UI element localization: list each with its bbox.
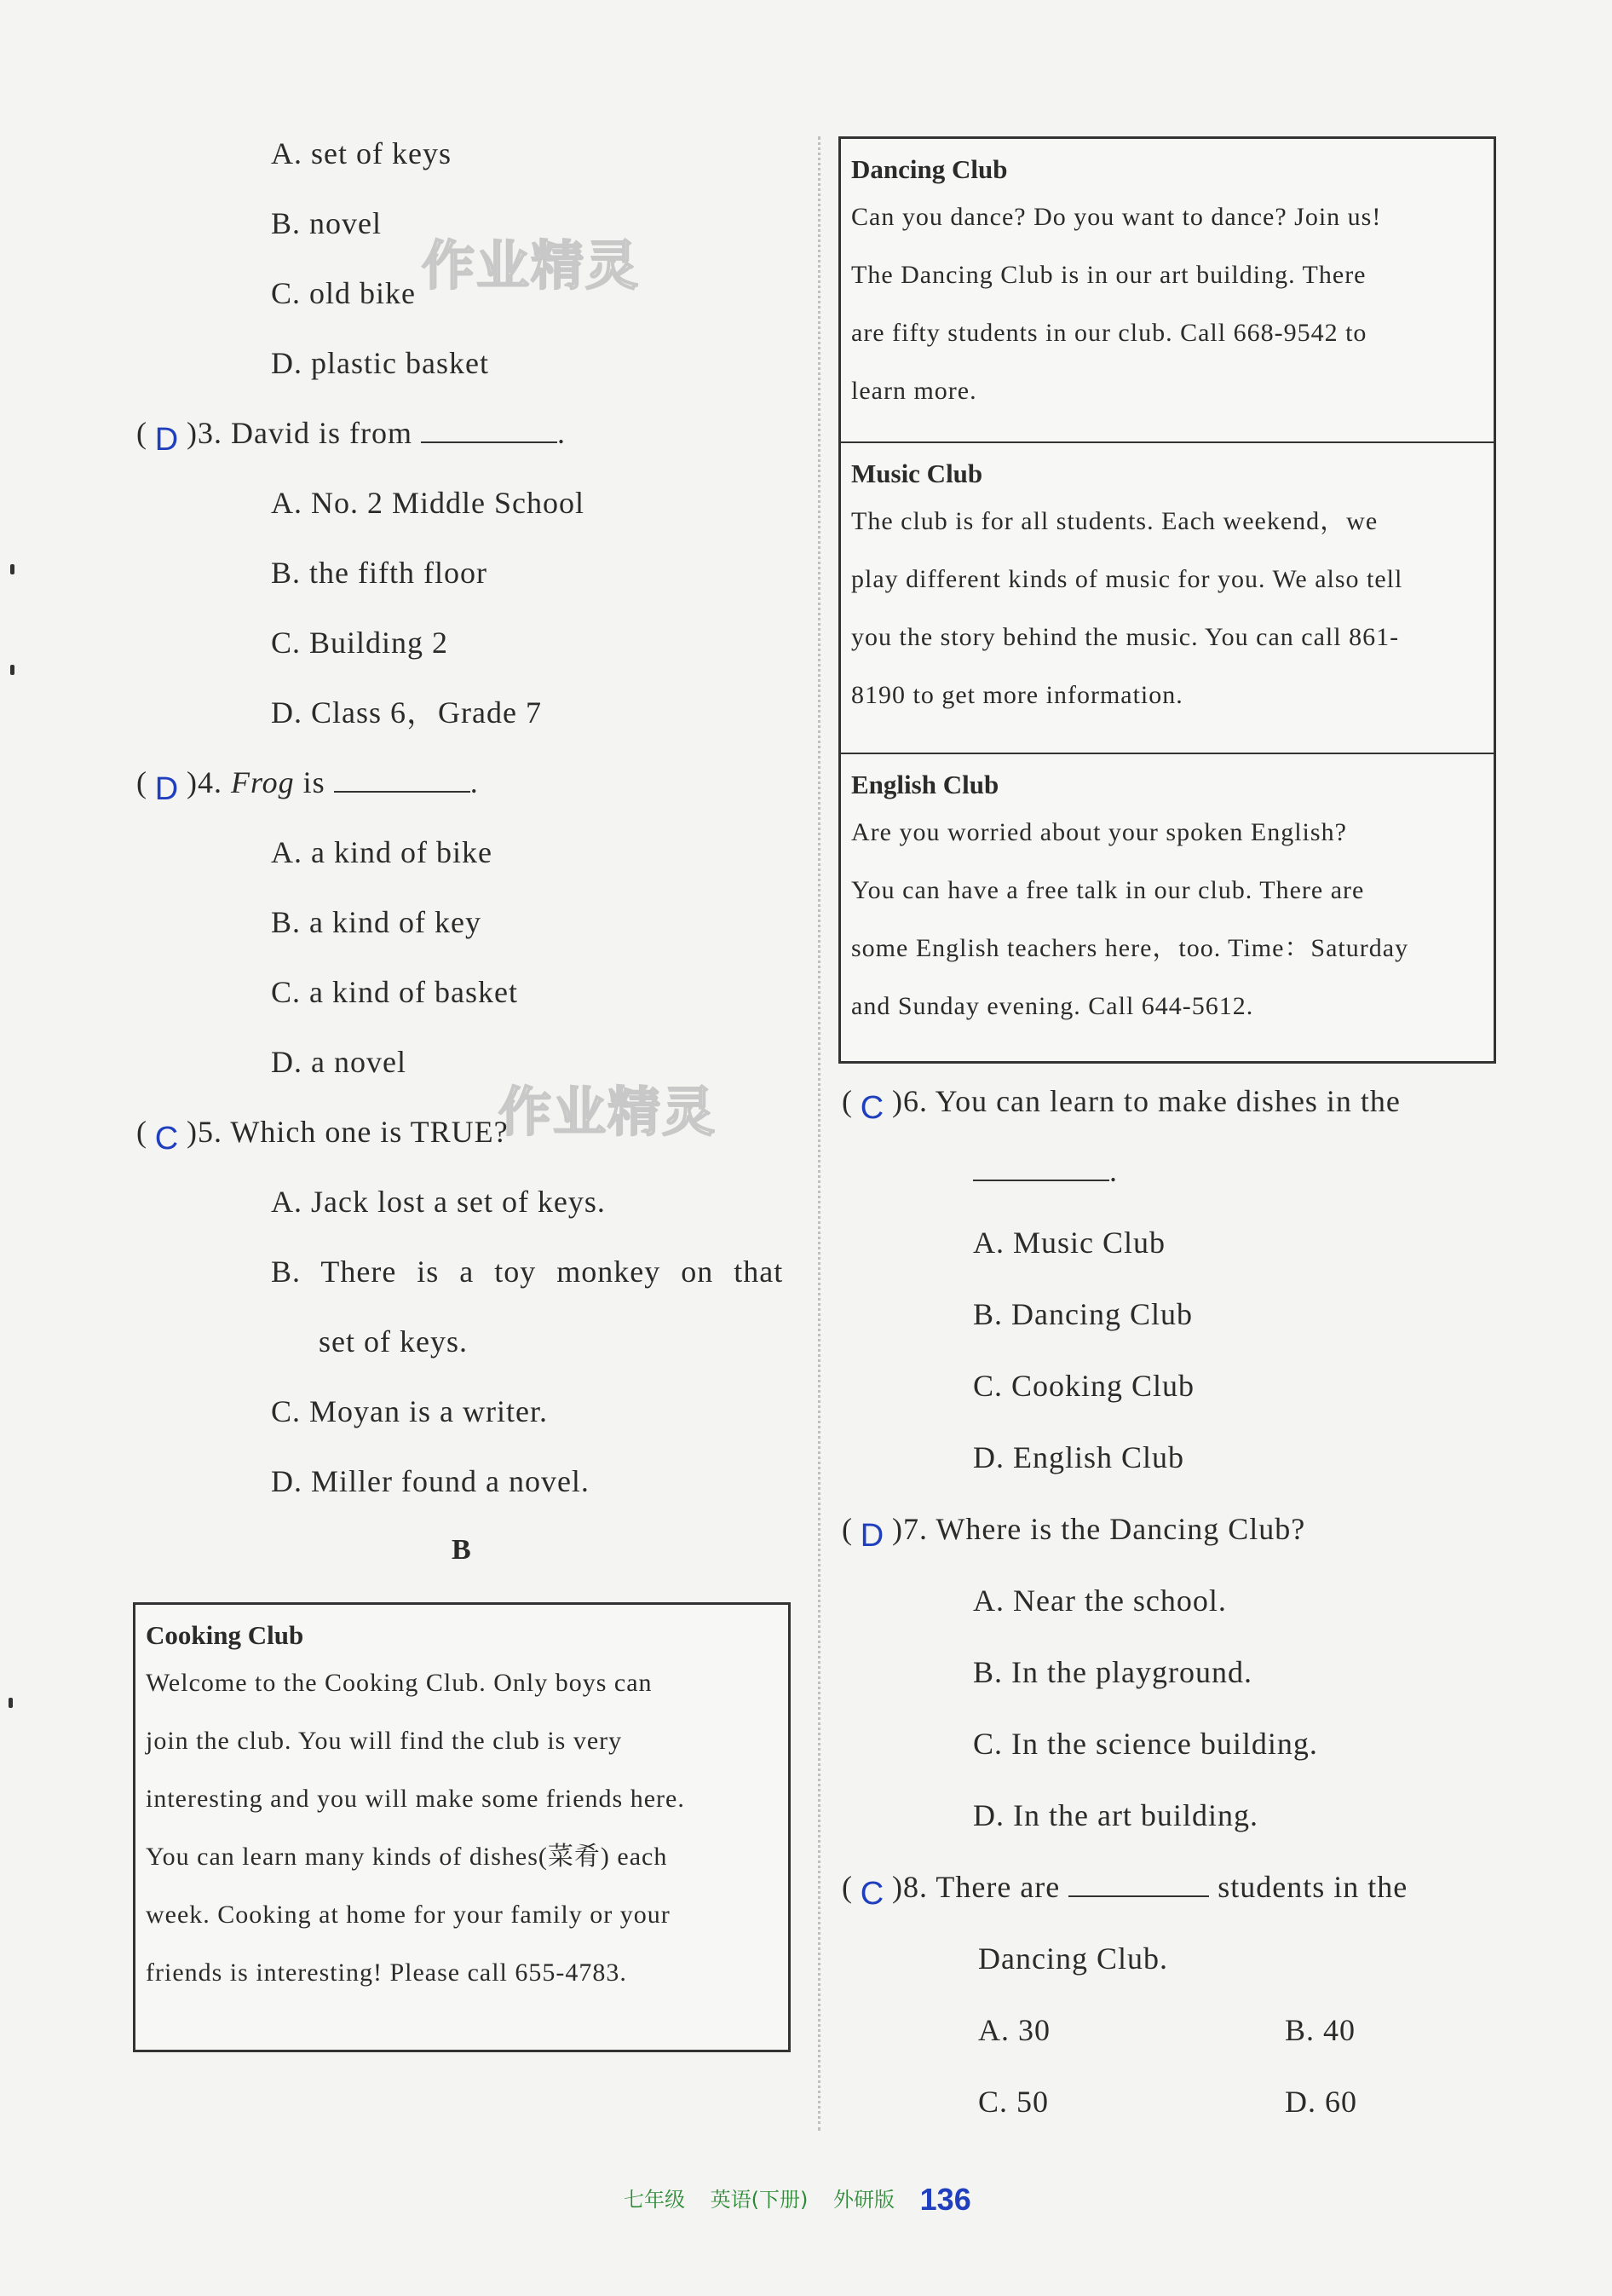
answer-paren: ( (136, 765, 147, 799)
question-4 (136, 764, 479, 807)
q5-option-a: A. Jack lost a set of keys. (271, 1185, 606, 1219)
q3-option-d: D. Class 6，Grade 7 (271, 695, 542, 730)
clubs-box (838, 136, 1496, 1064)
q5-option-d: D. Miller found a novel. (271, 1464, 590, 1498)
q6-option-a: A. Music Club (973, 1226, 1166, 1260)
question-8-continued: Dancing Club. (978, 1941, 1168, 1976)
q6-option-c: C. Cooking Club (973, 1369, 1195, 1403)
answer-letter: C (860, 1876, 885, 1912)
club-text-line: week. Cooking at home for your family or your (146, 1901, 671, 1929)
footer-edition: 外研版 (833, 2188, 895, 2212)
club-text-line: learn more. (851, 377, 977, 405)
q8-option-a: A. 30 (978, 2013, 1051, 2047)
question-8 (842, 1868, 1408, 1912)
english-club-section (841, 753, 1494, 1056)
question-stem-part-a: There are (936, 1870, 1061, 1904)
answer-letter: C (154, 1121, 180, 1157)
club-text-line: Are you worried about your spoken English? (851, 818, 1347, 846)
q5-option-c: C. Moyan is a writer. (271, 1394, 548, 1428)
question-6 (842, 1082, 1401, 1126)
club-text-line: and Sunday evening. Call 644-5612. (851, 992, 1254, 1020)
q4-option-a: A. a kind of bike (271, 835, 492, 869)
q8-option-c: C. 50 (978, 2085, 1050, 2119)
answer-paren: ( (842, 1084, 853, 1118)
question-stem: David is from (231, 416, 412, 450)
q2-option-c: C. old bike (271, 276, 416, 310)
column-divider (818, 136, 820, 2131)
dancing-club-section (841, 139, 1494, 441)
answer-paren: ( (136, 416, 147, 450)
question-stem: is (302, 765, 325, 799)
q8-option-b: B. 40 (1285, 2013, 1356, 2047)
music-club-section (841, 441, 1494, 753)
club-text-line: Can you dance? Do you want to dance? Join us! (851, 203, 1382, 231)
question-stem-italic: Frog (231, 765, 295, 799)
watermark: 作业精灵 (422, 234, 641, 297)
question-7 (842, 1510, 1306, 1554)
club-text-line: you the story behind the music. You can call 861- (851, 623, 1400, 651)
q6-option-b: B. Dancing Club (973, 1297, 1193, 1331)
club-title: Dancing Club (851, 154, 1008, 184)
club-text-line: The Dancing Club is in our art building. There (851, 261, 1367, 289)
club-text-line: friends is interesting! Please call 655-4783. (146, 1959, 627, 1987)
cooking-club-box (133, 1602, 791, 2052)
question-stem-part-b: students in the (1218, 1870, 1408, 1904)
answer-blank (421, 416, 557, 443)
q3-option-b: B. the fifth floor (271, 556, 487, 590)
question-number: )7. (892, 1512, 928, 1546)
club-text-line: You can learn many kinds of dishes(菜肴) each (146, 1843, 668, 1871)
answer-letter: D (154, 422, 180, 458)
q7-option-b: B. In the playground. (973, 1655, 1252, 1689)
page-number: 136 (919, 2182, 971, 2217)
answer-paren: ( (842, 1870, 853, 1904)
answer-blank (334, 765, 470, 793)
club-text-line: are fifty students in our club. Call 668-9542 to (851, 319, 1367, 347)
question-3 (136, 414, 566, 458)
q6-option-d: D. English Club (973, 1440, 1185, 1474)
q3-option-c: C. Building 2 (271, 626, 449, 660)
answer-paren: ( (842, 1512, 853, 1546)
cooking-club-section (135, 1605, 788, 2050)
q2-option-d: D. plastic basket (271, 346, 489, 380)
club-text-line: join the club. You will find the club is very (146, 1727, 623, 1755)
q5-option-b: B. There is a toy monkey on that (271, 1255, 784, 1289)
q3-option-a: A. No. 2 Middle School (271, 486, 584, 520)
q7-option-d: D. In the art building. (973, 1798, 1258, 1832)
question-number: )6. (892, 1084, 928, 1118)
footer-grade: 七年级 (624, 2188, 685, 2212)
stem-end: . (469, 765, 479, 799)
question-number: )8. (892, 1870, 928, 1904)
question-stem: Which one is TRUE? (230, 1115, 509, 1149)
club-text-line: some English teachers here，too. Time：Saturday (851, 934, 1409, 962)
answer-letter: D (154, 771, 180, 807)
club-text-line: 8190 to get more information. (851, 681, 1183, 709)
answer-letter: C (860, 1090, 885, 1126)
scan-edge-mark (9, 1698, 13, 1708)
q2-option-a: A. set of keys (271, 136, 452, 170)
question-number: )4. (187, 765, 222, 799)
stem-end: . (556, 416, 566, 450)
club-text-line: Welcome to the Cooking Club. Only boys can (146, 1669, 653, 1697)
q2-option-b: B. novel (271, 206, 382, 240)
answer-paren: ( (136, 1115, 147, 1149)
q4-option-c: C. a kind of basket (271, 975, 518, 1009)
club-title: English Club (851, 770, 999, 799)
scan-edge-mark (10, 665, 14, 675)
club-text-line: The club is for all students. Each weekend，we (851, 507, 1379, 535)
club-text-line: play different kinds of music for you. We also tell (851, 565, 1403, 593)
club-text-line: You can have a free talk in our club. There are (851, 876, 1365, 904)
scan-edge-mark (10, 564, 14, 574)
q5-option-b-continued: set of keys. (319, 1324, 468, 1359)
question-stem: Where is the Dancing Club? (936, 1512, 1306, 1546)
page-footer (624, 2178, 990, 2217)
question-number: )3. (187, 416, 222, 450)
q7-option-a: A. Near the school. (973, 1584, 1227, 1618)
club-text-line: interesting and you will make some friends here. (146, 1785, 685, 1813)
stem-end: . (1109, 1154, 1118, 1188)
club-title: Cooking Club (146, 1620, 304, 1650)
section-label: B (452, 1534, 471, 1566)
q4-option-b: B. a kind of key (271, 905, 481, 939)
question-5 (136, 1113, 509, 1157)
q7-option-c: C. In the science building. (973, 1727, 1318, 1761)
answer-blank (1068, 1870, 1209, 1897)
watermark: 作业精灵 (498, 1081, 717, 1143)
club-title: Music Club (851, 459, 983, 488)
q4-option-d: D. a novel (271, 1045, 406, 1079)
q8-option-d: D. 60 (1285, 2085, 1357, 2119)
footer-subject: 英语(下册) (710, 2188, 809, 2212)
answer-blank (973, 1154, 1109, 1181)
question-6-blank-line (973, 1152, 1118, 1190)
question-number: )5. (187, 1115, 222, 1149)
question-stem: You can learn to make dishes in the (935, 1084, 1401, 1118)
answer-letter: D (860, 1518, 885, 1554)
